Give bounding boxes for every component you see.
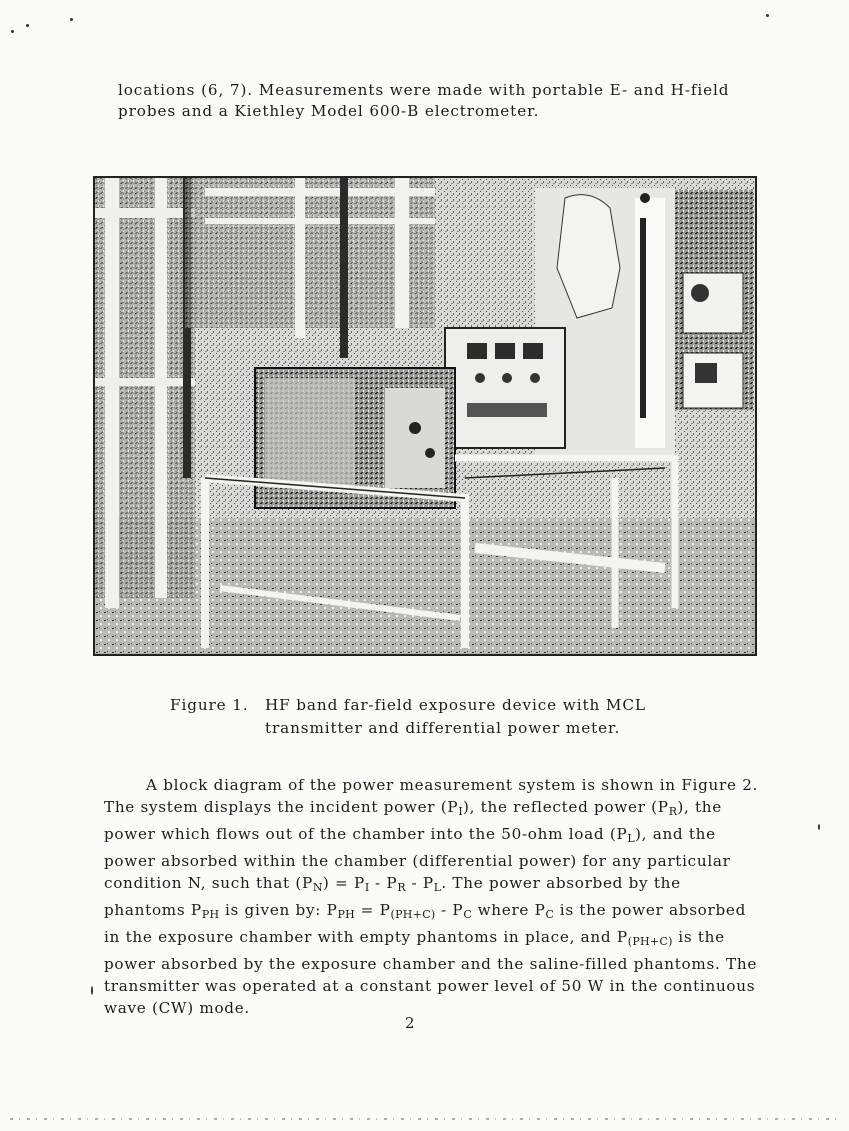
intro-paragraph: locations (6, 7). Measurements were made with portable E- and H-field probes and a Kiethley Model 600-B electrometer. <box>118 81 730 120</box>
equipment-photo <box>95 178 755 654</box>
figure-caption-text: HF band far-field exposure device with MCL transmitter and differential power meter. <box>265 696 646 737</box>
page-number: 2 <box>405 1014 415 1032</box>
figure-1-photograph <box>93 176 757 656</box>
scan-speck <box>11 30 14 33</box>
scan-speck <box>91 986 93 995</box>
body-paragraph: A block diagram of the power measurement system is shown in Figure 2. The system displays the incident power $(P_I)$, the reflected power $(P_R)$, the power which flows out of the chamber into the 50-ohm load $(P_L)$, and the power absorbed within the chamber (differential power) for any particular condition N, such that $(P_N) = P_I - P_R - P_L$. The power absorbed by the phantoms $P_{PH}$ is given by: $P_{PH} = P_{(PH+C)} - P_C$ where $P_C$ is the power absorbed in the exposure chamber with empty phantoms in place, and $P_{(PH+C)}$ is the power absorbed by the exposure chamber and the saline-filled phantoms. The transmitter was operated at a constant power level of 50 W in the continuous wave (CW) mode. <box>104 776 759 1017</box>
figure-caption <box>170 694 685 740</box>
scan-speck <box>26 24 29 27</box>
scan-speck <box>818 824 820 830</box>
scan-speck <box>766 14 769 17</box>
figure-label: Figure 1. <box>170 696 249 714</box>
scan-artifact <box>10 1118 839 1120</box>
scan-speck <box>70 18 73 21</box>
